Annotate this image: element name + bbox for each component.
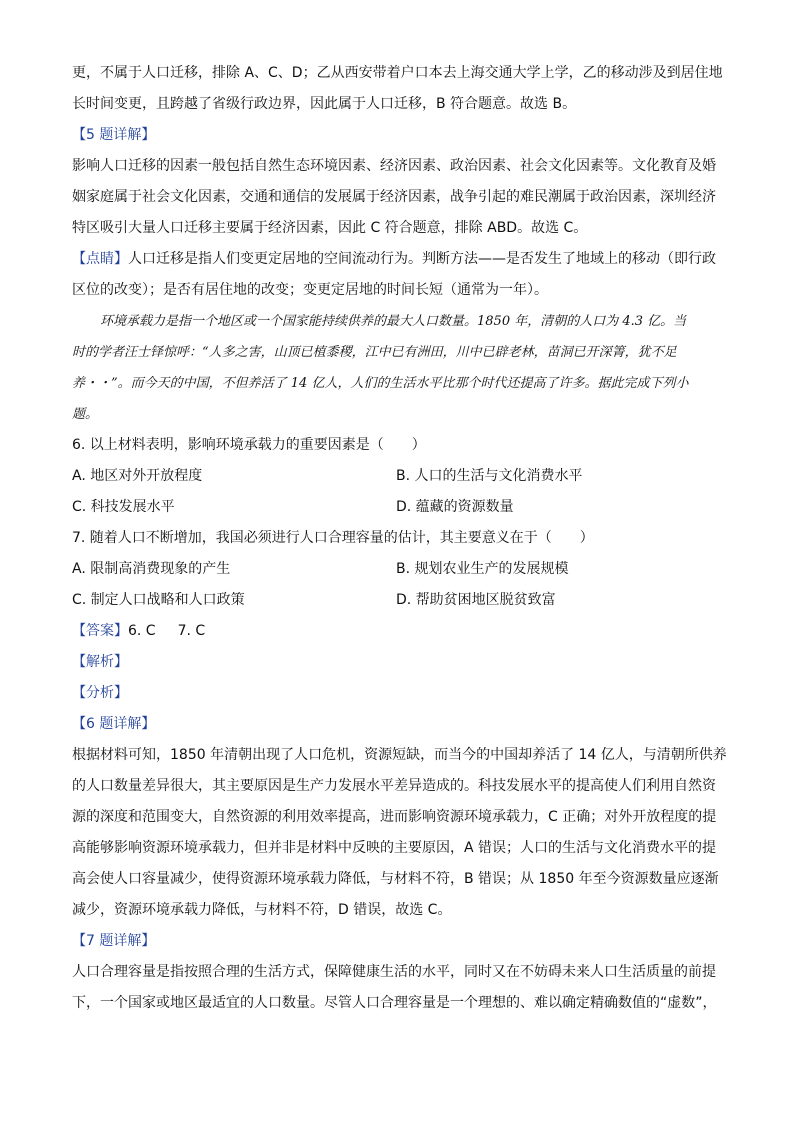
q7-options-row [72, 554, 728, 585]
text-line: 区位的改变）；是否有居住地的改变；变更定居地的时间长短（通常为一年）。 [72, 282, 548, 298]
q6-option-c: C. 科技发展水平 [72, 499, 175, 515]
text-line: 下，一个国家或地区最适宜的人口数量。尽管人口合理容量是一个理想的、难以确定精确数值的“虚数”， [72, 995, 717, 1011]
text-line: 人口合理容量是指按照合理的生活方式，保障健康生活的水平，同时又在不妨碍未来人口生活质量的前提 [72, 964, 716, 980]
tip-line [72, 244, 728, 275]
text-line: 影响人口迁移的因素一般包括自然生态环境因素、经济因素、政治因素、社会文化因素等。文化教育及婚 [72, 158, 716, 174]
text-line: 减少，资源环境承载力降低，与材料不符，D 错误，故选 C。 [72, 902, 452, 918]
text-line: 源的深度和范围变大，自然资源的利用效率提高，进而影响资源环境承载力，C 正确；对外开放程度的提 [72, 809, 717, 825]
text-line: 姻家庭属于社会文化因素，交通和通信的发展属于经济因素，战争引起的难民潮属于政治因素，深圳经济 [72, 189, 716, 205]
material-line: 环境承载力是指一个地区或一个国家能持续供养的最大人口数量。1850 年，清朝的人口为 4.3 亿。当 [100, 314, 687, 329]
q6-option-b: B. 人口的生活与文化消费水平 [396, 468, 583, 484]
q6-options-row [72, 492, 728, 523]
q6-option-d: D. 蕴藏的资源数量 [396, 499, 514, 515]
answer-label: 【答案】 [72, 623, 128, 639]
answer-6: 6. C [128, 623, 156, 639]
text-line: 更，不属于人口迁移，排除 A、C、D；乙从西安带着户口本去上海交通大学上学，乙的移动涉及到居住地 [72, 65, 723, 81]
material-line: 题。 [72, 407, 99, 422]
answer-7: 7. C [177, 623, 206, 639]
answer-line [72, 616, 728, 647]
q6-stem: 6. 以上材料表明，影响环境承载力的重要因素是（ ） [72, 437, 426, 453]
document-page [72, 58, 728, 1019]
q7-stem: 7. 随着人口不断增加，我国必须进行人口合理容量的估计，其主要意义在于（ ） [72, 530, 594, 546]
text-line: 高能够影响资源环境承载力，但并非是材料中反映的主要原因，A 错误；人口的生活与文化消费水平的提 [72, 840, 717, 856]
text-line: 的人口数量差异很大，其主要原因是生产力发展水平差异造成的。科技发展水平的提高使人们利用自然资 [72, 778, 716, 794]
tip-text: 人口迁移是指人们变更定居地的空间流动行为。判断方法——是否发生了地域上的移动（即行政 [128, 251, 716, 267]
q7-option-c: C. 制定人口战略和人口政策 [72, 592, 245, 608]
text-line: 高会使人口容量减少，使得资源环境承载力降低，与材料不符，B 错误；从 1850 年至今资源数量应逐渐 [72, 871, 719, 887]
q6-heading: 【6 题详解】 [72, 716, 156, 732]
q7-heading: 【7 题详解】 [72, 933, 156, 949]
analysis-label: 【解析】 [72, 654, 128, 670]
q7-options-row [72, 585, 728, 616]
text-line: 根据材料可知，1850 年清朝出现了人口危机，资源短缺，而当今的中国却养活了 14 亿人，与清朝所供养 [72, 747, 727, 763]
q7-option-a: A. 限制高消费现象的产生 [72, 561, 231, 577]
q7-option-d: D. 帮助贫困地区脱贫致富 [396, 592, 556, 608]
material-line: 养・・”。而今天的中国，不但养活了 14 亿人，人们的生活水平比那个时代还提高了许多。据此完成下列小 [72, 376, 689, 391]
text-line: 特区吸引大量人口迁移主要属于经济因素，因此 C 符合题意，排除 ABD。故选 C。 [72, 220, 588, 236]
material-line: 时的学者汪士铎惊呼：“人多之害，山顶已植黍稷，江中已有洲田，川中已辟老林，苗洞已开深箐，犹不足 [72, 345, 677, 360]
fenxi-label: 【分析】 [72, 685, 128, 701]
q6-option-a: A. 地区对外开放程度 [72, 468, 203, 484]
text-line: 长时间变更，且跨越了省级行政边界，因此属于人口迁移，B 符合题意。故选 B。 [72, 96, 577, 112]
q7-option-b: B. 规划农业生产的发展规模 [396, 561, 569, 577]
q6-options-row [72, 461, 728, 492]
tip-label: 【点睛】 [72, 251, 128, 267]
q5-heading: 【5 题详解】 [72, 127, 156, 143]
